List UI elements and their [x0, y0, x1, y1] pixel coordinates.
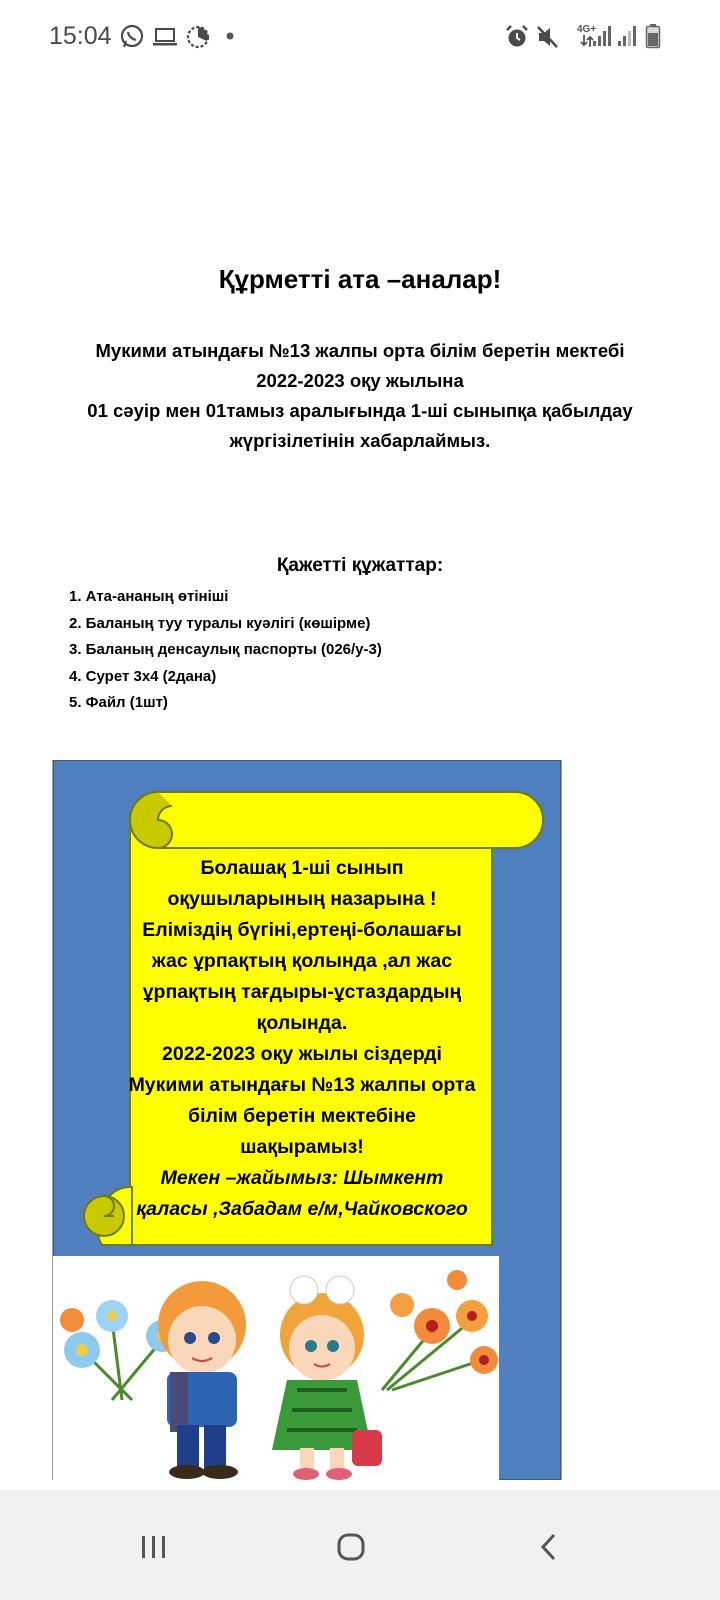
- back-icon[interactable]: [513, 1512, 583, 1582]
- poster-line: оқушыларының назарына !: [167, 888, 437, 910]
- recent-apps-icon[interactable]: [118, 1512, 188, 1582]
- list-item: 5. Файл (1шт): [69, 694, 168, 711]
- signal-icon: [617, 24, 639, 48]
- poster-line: Болашақ 1-ші сынып: [200, 857, 404, 879]
- laptop-icon: [152, 24, 178, 50]
- network-type-label: 4G+: [577, 24, 597, 35]
- dot-icon: [225, 31, 235, 41]
- poster-text: [112, 853, 492, 1225]
- documents-list: [69, 584, 382, 717]
- battery-icon: [645, 24, 661, 50]
- list-item: 1. Ата-ананың өтініші: [69, 588, 229, 605]
- documents-heading: Қажетті құжаттар:: [276, 555, 444, 576]
- poster-line: шақырамыз!: [240, 1136, 364, 1158]
- alarm-icon: [504, 24, 530, 50]
- poster-line: жас ұрпақтың қолында ,ал жас: [151, 950, 453, 972]
- notice-line: 2022-2023 оқу жылына: [256, 370, 464, 391]
- home-icon[interactable]: [316, 1512, 386, 1582]
- poster-line: Мукими атындағы №13 жалпы орта: [128, 1074, 476, 1096]
- poster-line: Еліміздің бүгіні,ертеңі-болашағы: [142, 919, 462, 941]
- sync-icon: [185, 24, 211, 50]
- list-item: 3. Баланың денсаулық паспорты (026/у-3): [69, 641, 382, 658]
- page-title: Құрметті ата –аналар!: [218, 264, 502, 294]
- mute-icon: [535, 24, 561, 50]
- status-bar: [0, 0, 720, 72]
- poster-line: қолында.: [256, 1012, 348, 1034]
- poster-line: білім беретін мектебіне: [188, 1105, 416, 1127]
- poster-address-line: Мекен –жайымыз: Шымкент: [160, 1167, 444, 1189]
- signal-icon: [592, 24, 614, 48]
- list-item: 4. Сурет 3х4 (2дана): [69, 667, 217, 685]
- list-item: 2. Баланың туу туралы куәлігі (көшірме): [69, 614, 371, 632]
- notice-text: [40, 336, 680, 456]
- notice-line: жүргізілетінін хабарлаймыз.: [229, 430, 491, 451]
- notice-line: Мукими атындағы №13 жалпы орта білім беретін мектебі: [95, 340, 625, 361]
- notice-line: 01 сәуір мен 01тамыз аралығында 1-ші сыныпқа қабылдау: [87, 400, 633, 421]
- status-time: 15:04: [49, 22, 112, 50]
- poster-address-line: қаласы ,Забадам е/м,Чайковского: [136, 1198, 468, 1220]
- scroll-top-roll-front: [130, 792, 543, 848]
- poster-line: ұрпақтың тағдыры-ұстаздардың: [142, 981, 462, 1003]
- poster-line: 2022-2023 оқу жылы сіздерді: [162, 1043, 442, 1065]
- whatsapp-icon: [119, 24, 145, 50]
- navigation-bar: [0, 1490, 720, 1600]
